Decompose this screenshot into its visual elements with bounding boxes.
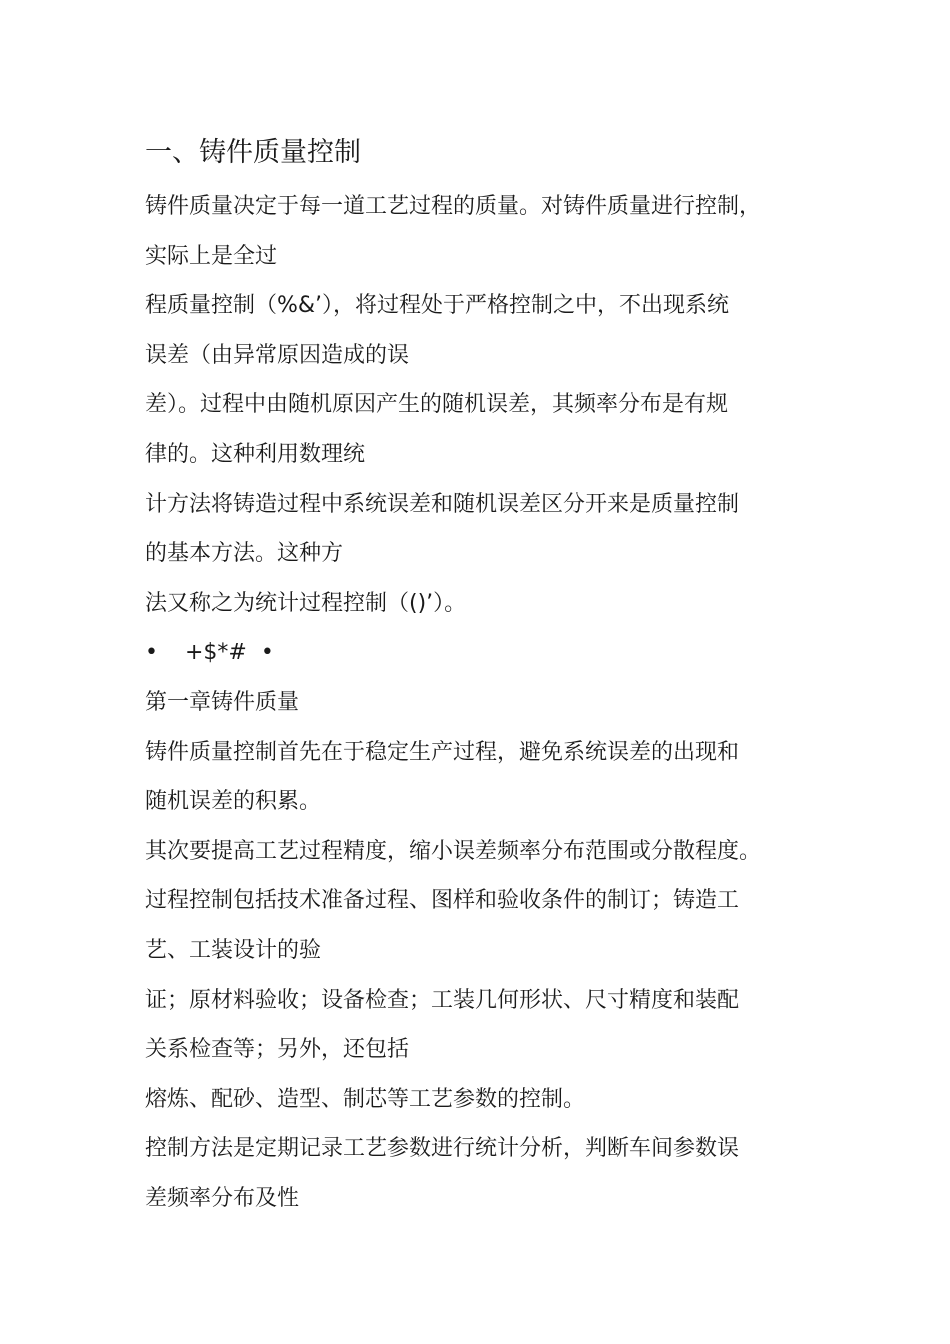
section-heading: 一、铸件质量控制: [145, 137, 361, 168]
paragraph-line: 计方法将铸造过程中系统误差和随机误差区分开来是质量控制: [145, 491, 740, 517]
paragraph-line: 的基本方法。这种方: [145, 541, 344, 567]
paragraph-line: 铸件质量决定于每一道工艺过程的质量。对铸件质量进行控制，: [145, 194, 762, 219]
chapter-title: 第一章铸件质量: [145, 689, 300, 715]
paragraph-line: 差频率分布及性: [145, 1185, 300, 1211]
paragraph-line: 差）。过程中由随机原因产生的随机误差，其频率分布是有规: [145, 392, 729, 418]
bullet-dot-left: •: [145, 640, 158, 666]
paragraph-line: 其次要提高工艺过程精度，缩小误差频率分布范围或分散程度。: [145, 838, 762, 864]
paragraph-line: 律的。这种利用数理统: [145, 441, 366, 467]
bullet-dot-right: •: [260, 640, 274, 666]
paragraph-line: 关系检查等；另外，还包括: [145, 1037, 410, 1063]
paragraph-line: 实际上是全过: [145, 243, 278, 269]
paragraph-line: 控制方法是定期记录工艺参数进行统计分析，判断车间参数误: [145, 1136, 740, 1162]
page-marker-text: +$*#: [185, 640, 247, 666]
paragraph-line: 熔炼、配砂、造型、制芯等工艺参数的控制。: [145, 1086, 586, 1112]
paragraph-line: 法又称之为统计过程控制（()’）。: [145, 590, 467, 616]
paragraph-line: 过程控制包括技术准备过程、图样和验收条件的制订；铸造工: [145, 888, 740, 914]
paragraph-line: 误差（由异常原因造成的误: [145, 342, 410, 368]
paragraph-line: 铸件质量控制首先在于稳定生产过程，避免系统误差的出现和: [145, 739, 740, 765]
document-page: [145, 133, 825, 1223]
paragraph-line: 艺、工装设计的验: [145, 937, 322, 963]
paragraph-line: 随机误差的积累。: [145, 789, 322, 815]
paragraph-line: 证；原材料验收；设备检查；工装几何形状、尺寸精度和装配: [145, 987, 740, 1013]
page-marker-line: [145, 628, 825, 678]
paragraph-line: 程质量控制（%&’），将过程处于严格控制之中，不出现系统: [145, 293, 730, 319]
